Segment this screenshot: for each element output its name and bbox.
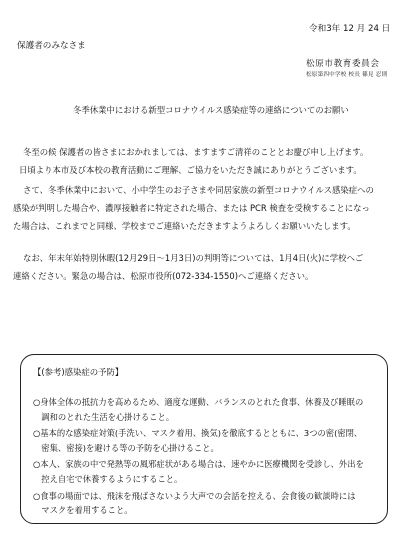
list-item-line: 控え自宅で休養するようにすること。: [33, 473, 183, 484]
letter-date: 令和3年 12 月 24 日: [309, 24, 391, 34]
prevention-info-box: [20, 354, 388, 524]
paragraph-line: 感染が判明した場合や、濃厚接触者に特定された場合、または PCR 検査を受検することになっ: [13, 202, 370, 213]
paragraph-line: さて、冬季休業中において、小中学生のお子さまや同居家族の新型コロナウイルス感染症への: [23, 185, 374, 195]
prevention-list: [33, 395, 383, 520]
list-item: [33, 457, 383, 486]
paragraph-line: た場合は、これまでと同様、学校までご連絡いただきますようよろしくお願いいたします。: [13, 220, 356, 231]
addressee: 保護者のみなさま: [17, 41, 86, 51]
paragraph-line: なお、年末年始特別休暇(12月29日～1月3日)の判明等については、1月4日(火)に学校へご: [23, 253, 364, 263]
list-item-line: ○食事の場面では、飛沫を飛ばさないよう大声での会話を控える、会食後の歓談時には: [33, 490, 356, 501]
sender-name: 松原第四中学校 校長 篠見 忍則: [306, 72, 388, 78]
paragraph-holiday-notice: [13, 250, 393, 286]
paragraph-line: 冬至の候 保護者の皆さまにおかれましては、ますますご清祥のこととお慶び申し上げます。: [23, 147, 369, 157]
list-item-line: 調和のとれた生活を心掛けること。: [33, 411, 175, 422]
list-item: [33, 395, 383, 424]
paragraph-greeting: [13, 144, 393, 162]
list-item-line: ○本人、家族の中で発熱等の風邪症状がある場合は、速やかに医療機関を受診し、外出を: [33, 459, 364, 470]
list-item: [33, 489, 383, 518]
letter-title: 冬季休業中における新型コロナウイルス感染症等の連絡についてのお願い: [73, 105, 349, 115]
paragraph-request: [13, 182, 393, 235]
list-item: [33, 426, 383, 455]
list-item-line: 密集、密接)を避ける等の予防を心掛けること。: [33, 442, 219, 453]
paragraph-thanks: [13, 162, 393, 180]
list-item-line: ○基本的な感染症対策(手洗い、マスク着用、換気)を徹底するとともに、3つの密(密閉、: [33, 428, 363, 439]
prevention-box-heading: 【(参考)感染症の予防】: [33, 367, 124, 377]
paragraph-line: 日頃より本市及び本校の教育活動にご理解、ご協力をいただき誠にありがとうございます。: [19, 165, 362, 175]
list-item-line: ○身体全体の抵抗力を高めるため、適度な運動、バランスのとれた食事、休養及び睡眠の: [33, 397, 364, 407]
sender-organization: 松原市教育委員会: [306, 59, 380, 69]
list-item-line: マスクを着用すること。: [33, 505, 133, 516]
paragraph-line: 連絡ください。緊急の場合は、松原市役所(072-334-1550)へご連絡ください。: [13, 270, 314, 281]
